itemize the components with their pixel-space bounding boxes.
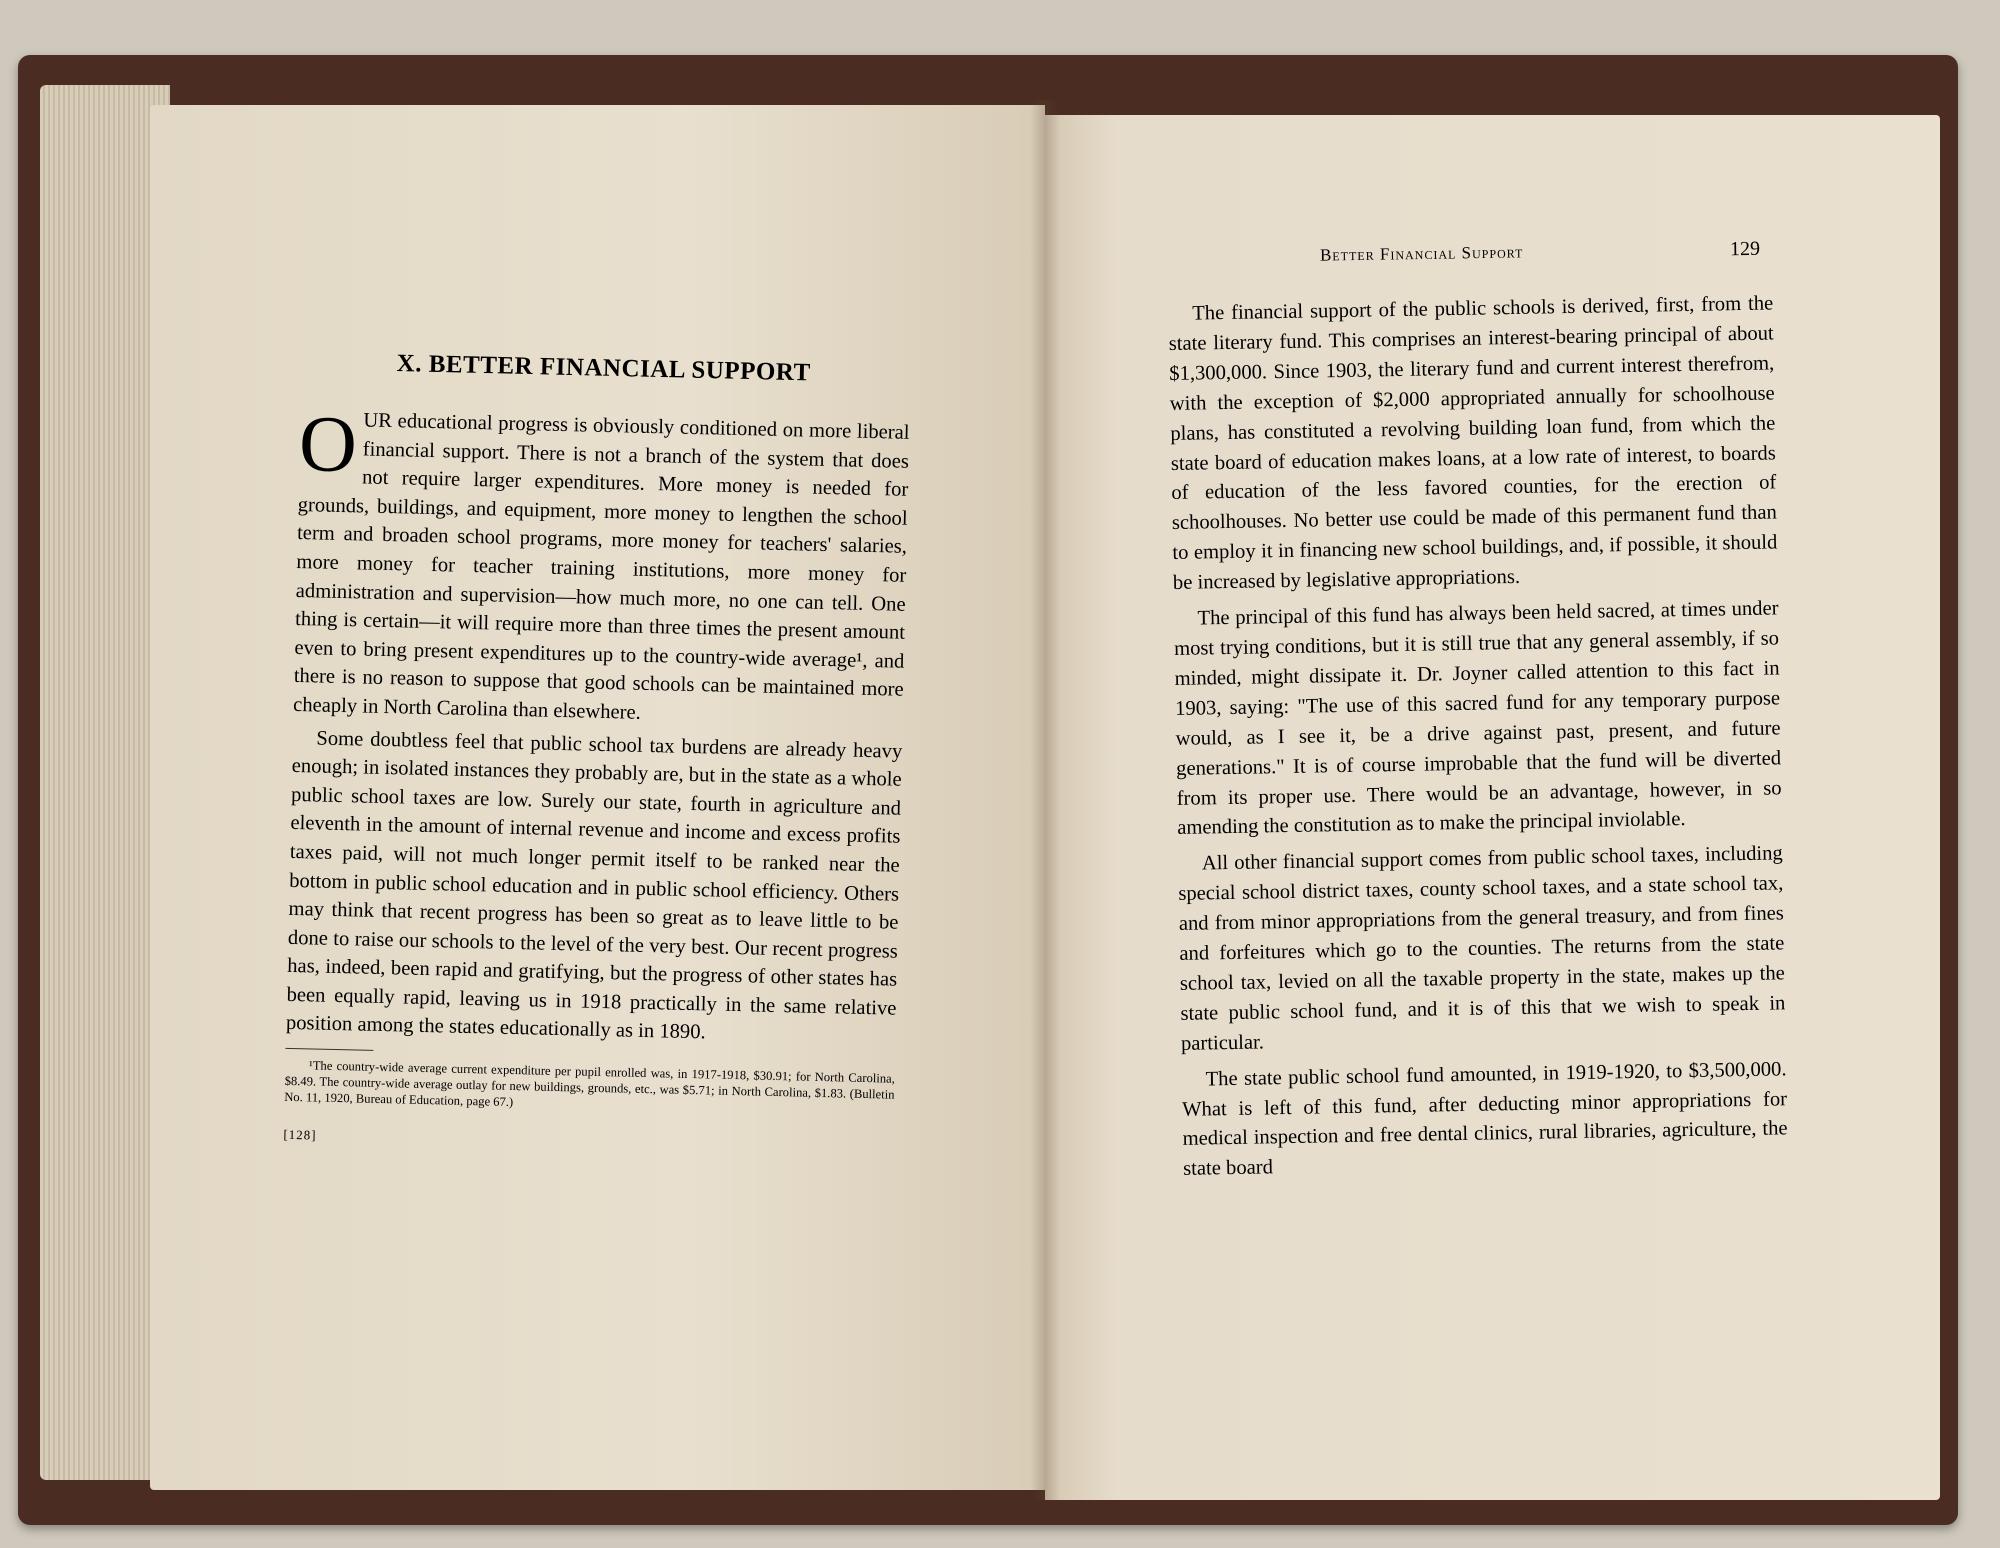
book-gutter <box>1030 100 1060 1500</box>
page-number-right: 129 <box>1729 237 1761 261</box>
left-page-body <box>283 400 910 1163</box>
left-paragraph-2: Some doubtless feel that public school tax burdens are already heavy enough; in isolated instances they probably are, but in the state as a whole public school taxes are low. Surely our state, fourth in agriculture and eleventh in the amount of internal revenue and income and excess profits taxes paid, will not much longer permit itself to be ranked near the bottom in public school education and in public school efficiency. Others may think that recent progress has been so great as to leave little to be done to raise our schools to the level of the very best. Our recent progress has, indeed, been rapid and gratifying, but the progress of other states has been equally rapid, leaving us in 1918 practically in the same relative position among the states educationally as in 1890. <box>285 726 903 1044</box>
right-paragraph-4: The state public school fund amounted, in 1919-1920, to $3,500,000. What is left of this fund, after deducting minor appropriations for medical inspection and free dental clinics, rural libraries, agriculture, the state board <box>1181 1057 1788 1181</box>
drop-cap: O <box>298 400 358 490</box>
running-head: Better Financial Support <box>1319 242 1524 265</box>
footnote: ¹The country-wide average current expenditure per pupil enrolled was, in 1917-1918, $30.91; for North Carolina, $8.49. The country-wide average outlay for new buildings, grounds, etc., was $5.71; in North Carolina, $1.83. (Bulletin No. 11, 1920, Bureau of Education, page 67.) <box>284 1058 896 1110</box>
page-number-left: [128] <box>283 1126 317 1143</box>
left-paragraph-1 <box>292 400 910 733</box>
chapter-title: X. BETTER FINANCIAL SUPPORT <box>396 350 811 387</box>
left-paragraph-1-text: UR educational progress is obviously conditioned on more liberal financial support. There is not a branch of the system that does not require larger expenditures. More money is needed for grounds, buildings, and equipment, more money to lengthen the school term and broaden school programs, more money for teachers' salaries, more money for teacher training institutions, more money for administration and supervision—how much more, no one can tell. One thing is certain—it will require more than three times the present amount even to bring present expenditures up to the country-wide average¹, and there is no reason to suppose that good schools can be maintained more cheaply in North Carolina than elsewhere. <box>292 409 910 724</box>
right-paragraph-1: The financial support of the public schools is derived, first, from the state literary fund. This comprises an interest-bearing principal of about $1,300,000. Since 1903, the literary fund and current interest therefrom, with the exception of $2,000 appropriated annually for schoolhouse plans, has constituted a revolving building loan fund, from which the state board of education makes loans, at a low rate of interest, to boards of education of the less favored counties, for the erection of schoolhouses. No better use could be made of this permanent fund than to employ it in financing new school buildings, and, if possible, it should be increased by legislative appropriations. <box>1168 292 1778 595</box>
right-paragraph-3: All other financial support comes from public school taxes, including special school district taxes, county school taxes, and a state school tax, and from minor appropriations from the general treasury, and from fines and forfeitures which go to the counties. The returns from the state school tax, levied on all the taxable property in the state, makes up the state public school fund, and it is of this that we wish to speak in particular. <box>1178 842 1786 1055</box>
footnote-rule <box>285 1048 373 1051</box>
right-paragraph-2: The principal of this fund has always been held sacred, at times under most trying conditions, but it is still true that any general assembly, if so minded, might dissipate it. Dr. Joyner called attention to this fact in 1903, saying: "The use of this sacred fund for any temporary purpose would, as I see it, be a drive against past, present, and future generations." It is of course improbable that the fund will be diverted from its proper use. There would be an advantage, however, in so amending the constitution as to make the principal inviolable. <box>1173 597 1782 840</box>
right-page-body <box>1168 289 1788 1191</box>
